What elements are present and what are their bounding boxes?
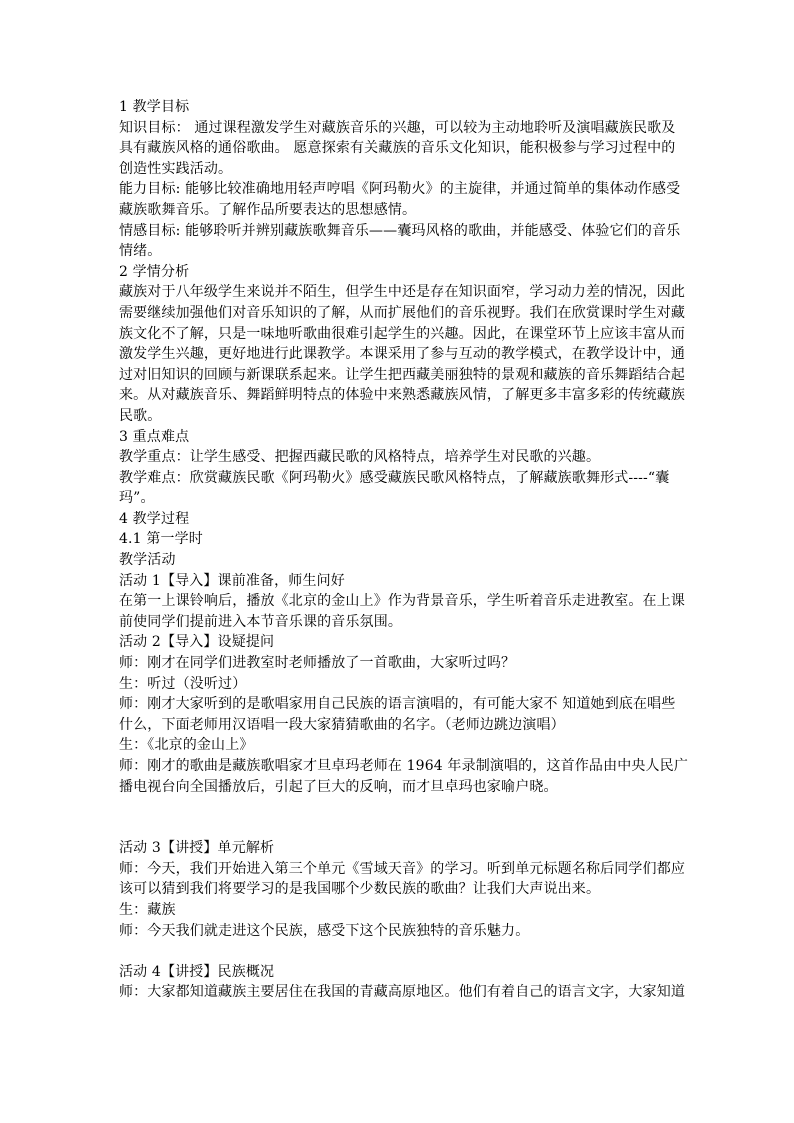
paragraph-line: 在第一上课铃响后，播放《北京的金山上》作为背景音乐，学生听着音乐走进教室。在上课 — [119, 593, 685, 610]
subheading-activities: 教学活动 — [119, 552, 176, 569]
dialogue-line: 师：今天我们就走进这个民族，感受下这个民族独特的音乐魅力。 — [119, 922, 530, 939]
dialogue-line: 师：大家都知道藏族主要居住在我国的青藏高原地区。他们有着自己的语言文字，大家知道 — [119, 984, 685, 1001]
paragraph-line: 需要继续加强他们对音乐知识的了解，从而扩展他们的音乐视野。我们在欣赏课时学生对藏 — [119, 304, 685, 321]
heading-teaching-goals: 1 教学目标 — [119, 99, 190, 115]
paragraph-line: 具有藏族风格的通俗歌曲。 愿意探索有关藏族的音乐文化知识，能积极参与学习过程中的 — [119, 140, 676, 157]
paragraph-line: 激发学生兴趣，更好地进行此课教学。本课采用了参与互动的教学模式，在教学设计中，通 — [119, 346, 685, 363]
paragraph-line: 民歌。 — [119, 407, 162, 424]
blank-gap — [119, 797, 679, 838]
dialogue-line: 生：听过（没听过） — [119, 675, 247, 692]
paragraph-line: 藏族歌舞音乐。了解作品所要表达的思想感情。 — [119, 201, 417, 218]
activity-title: 活动 1【导入】课前准备，师生问好 — [119, 572, 345, 589]
paragraph-line: 藏族对于八年级学生来说并不陌生，但学生中还是存在知识面窄，学习动力差的情况，因此 — [119, 284, 685, 301]
dialogue-line: 生：《北京的金山上》 — [119, 737, 254, 754]
paragraph-line: 教学重点：让学生感受、把握西藏民歌的风格特点，培养学生对民歌的兴趣。 — [119, 449, 601, 466]
activity-title: 活动 4【讲授】民族概况 — [119, 963, 275, 980]
document-page — [119, 97, 688, 1003]
dialogue-line: 师：刚才大家听到的是歌唱家用自己民族的语言演唱的，有可能大家不 知道她到底在唱些 — [119, 696, 676, 713]
dialogue-line: 播电视台向全国播放后，引起了巨大的反响，而才旦卓玛也家喻户晓。 — [119, 778, 558, 795]
paragraph-line: 教学难点：欣赏藏族民歌《阿玛勒火》感受藏族民歌风格特点，了解藏族歌舞形式----“囊 — [119, 469, 670, 486]
dialogue-line: 什么，下面老师用汉语唱一段大家猜猜歌曲的名字。（老师边跳边演唱） — [119, 716, 565, 733]
paragraph-line: 情绪。 — [119, 243, 162, 260]
subheading-first-period: 4.1 第一学时 — [119, 531, 203, 548]
heading-key-points: 3 重点难点 — [119, 428, 190, 445]
paragraph-line: 能力目标: 能够比较准确地用轻声哼唱《阿玛勒火》的主旋律，并通过简单的集体动作感受 — [119, 181, 681, 198]
dialogue-line: 师：今天，我们开始进入第三个单元《雪域天音》的学习。听到单元标题名称后同学们都应 — [119, 860, 685, 877]
paragraph-line: 玛”。 — [119, 490, 155, 507]
activity-title: 活动 3【讲授】单元解析 — [119, 840, 275, 857]
paragraph-line: 过对旧知识的回顾与新课联系起来。让学生把西藏美丽独特的景观和藏族的音乐舞蹈结合起 — [119, 366, 685, 383]
dialogue-line: 师：刚才在同学们进教室时老师播放了一首歌曲，大家听过吗？ — [119, 655, 516, 672]
blank-line — [119, 941, 679, 962]
dialogue-line: 该可以猜到我们将要学习的是我国哪个少数民族的歌曲？让我们大声说出来。 — [119, 881, 601, 898]
paragraph-line: 前使同学们提前进入本节音乐课的音乐氛围。 — [119, 613, 402, 630]
paragraph-line: 情感目标: 能够聆听并辨别藏族歌舞音乐——囊玛风格的歌曲，并能感受、体验它们的音乐 — [119, 222, 681, 239]
paragraph-line: 知识目标： 通过课程激发学生对藏族音乐的兴趣，可以较为主动地聆听及演唱藏族民歌及 — [119, 119, 676, 136]
paragraph-line: 族文化不了解，只是一味地听歌曲很难引起学生的兴趣。因此，在课堂环节上应该丰富从而 — [119, 325, 685, 342]
heading-teaching-process: 4 教学过程 — [119, 510, 190, 527]
paragraph-line: 来。从对藏族音乐、舞蹈鲜明特点的体验中来熟悉藏族风情，了解更多丰富多彩的传统藏族 — [119, 387, 685, 404]
paragraph-line: 创造性实践活动。 — [119, 160, 233, 177]
dialogue-line: 生：藏族 — [119, 901, 176, 918]
activity-title: 活动 2【导入】设疑提问 — [119, 634, 275, 651]
dialogue-line: 师：刚才的歌曲是藏族歌唱家才旦卓玛老师在 1964 年录制演唱的，这首作品由中央人民广 — [119, 758, 688, 774]
heading-student-analysis: 2 学情分析 — [119, 263, 190, 280]
